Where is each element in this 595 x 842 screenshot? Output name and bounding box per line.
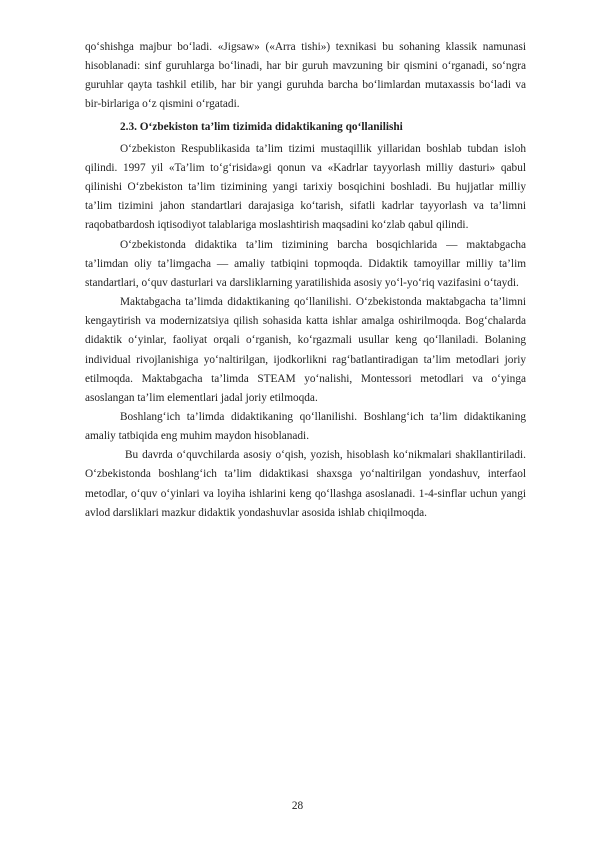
paragraph-preschool: Maktabgacha ta’limda didaktikaning qo‘llanilishi. O‘zbekistonda maktabgacha ta’limni kengaytirish va modernizatsiya qilish sohasida katta ishlar amalga oshirilmoqda. Bog‘chalarda didaktik o‘yinlar, faoliyat orqali o‘rganish, ko‘rgazmali usullar keng qo‘llaniladi. Bolaning individual rivojlanishiga yo‘naltirilgan, ijodkorlikni rag‘batlantiradigan ta’lim metodlari joriy etilmoqda. Maktabgacha ta’limda STEAM yo‘nalishi, Montessori metodlari va o‘yinga asoslangan ta’lim elementlari jadal joriy etilmoqda. xyxy=(85,296,526,404)
paragraph-reform: O‘zbekiston Respublikasida ta’lim tizimi mustaqillik yillaridan boshlab tubdan isloh qilindi. 1997 yil «Ta’lim to‘g‘risida»gi qonun va «Kadrlar tayyorlash milliy dasturi» qabul qilinishi O‘zbekiston ta’lim tizimining yangi tarixiy bosqichini boshladi. Bu hujjatlar milliy ta’lim tizimini jahon standartlari darajasiga ko‘tarish, sifatli kadrlar tayyorlash va ta’limni raqobatbardosh iqtisodiyot talablariga moslashtirish maqsadini ko‘zlab qabul qilindi. xyxy=(85,142,526,232)
section-heading: 2.3. O‘zbekiston ta’lim tizimida didaktikaning qo‘llanilishi xyxy=(120,120,403,133)
page-body xyxy=(85,38,526,523)
paragraph-didactics-stages: O‘zbekistonda didaktika ta’lim tizimining barcha bosqichlarida — maktabgacha ta’limdan oliy ta’limgacha — amaliy tatbiqini topmoqda. Didaktik tamoyillar milliy ta’lim standartlari, o‘quv dasturlari va darsliklarning yaratilishida asosiy yo‘l-yo‘riq vazifasini o‘taydi. xyxy=(85,238,526,289)
paragraph-jigsaw: qo‘shishga majbur bo‘ladi. «Jigsaw» («Arra tishi») texnikasi bu sohaning klassik namunasi hisoblanadi: sinf guruhlarga bo‘linadi, har bir guruh mavzuning bir qismini o‘rganadi, so‘ngra guruhlar qayta tashkil etilib, har bir yangi guruhda barcha bo‘limlardan mutaxassis bo‘ladi va bir-birlariga o‘z qismini o‘rgatadi. xyxy=(85,41,526,111)
paragraph-primary-intro: Boshlang‘ich ta’limda didaktikaning qo‘llanilishi. Boshlang‘ich ta’lim didaktikaning amaliy tatbiqida eng muhim maydon hisoblanadi. xyxy=(85,410,526,443)
page-number: 28 xyxy=(291,800,304,812)
paragraph-primary-details: Bu davrda o‘quvchilarda asosiy o‘qish, yozish, hisoblash ko‘nikmalari shakllantiriladi. O‘zbekistonda boshlang‘ich ta’lim didaktikasi shaxsga yo‘naltirilgan yondashuv, interfaol metodlar, o‘quv o‘yinlari va loyiha ishlarini keng qo‘llashga asoslanadi. 1-4-sinflar uchun yangi avlod darsliklari mazkur didaktik yondashuvlar asosida ishlab chiqilmoqda. xyxy=(85,449,526,519)
